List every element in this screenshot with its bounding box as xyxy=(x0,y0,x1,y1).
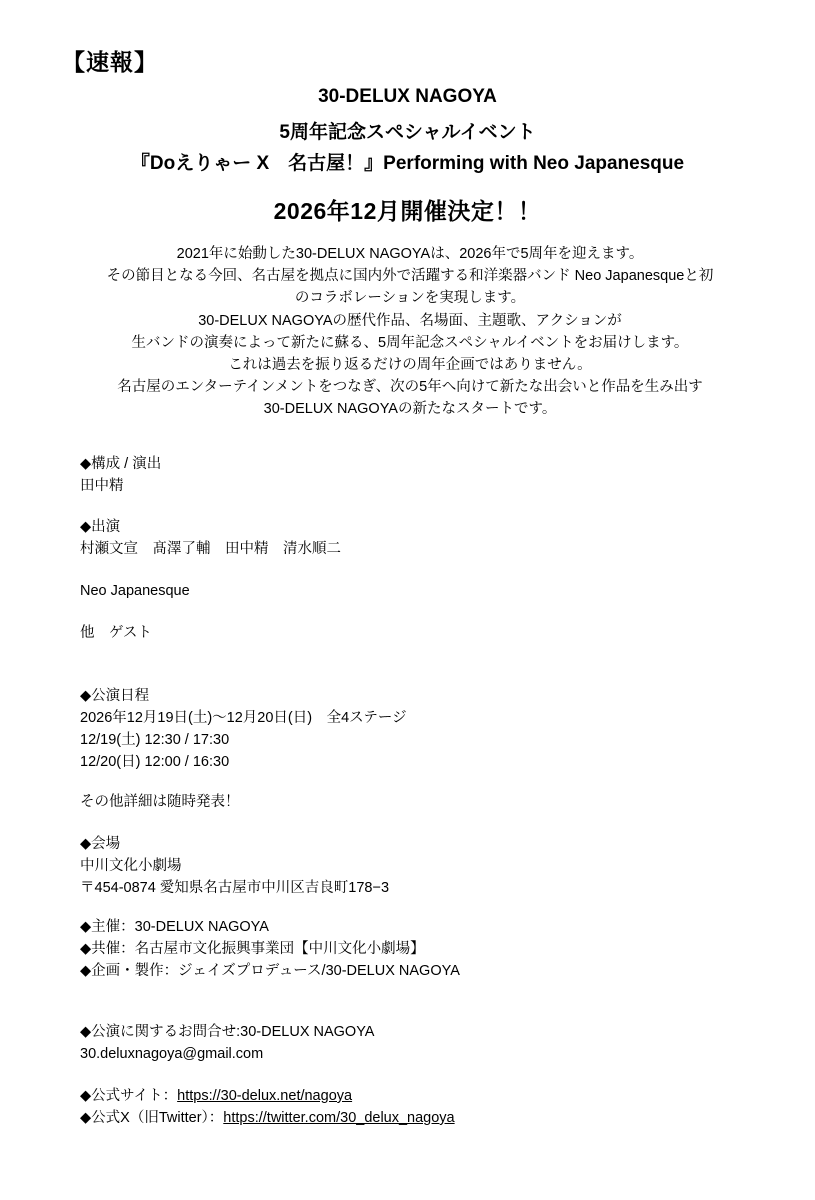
cast-others: 他 ゲスト xyxy=(80,625,152,641)
cast-heading: ◆出演 xyxy=(80,519,121,535)
co-organizer-line: ◆共催：名古屋市文化振興事業団【中川文化小劇場】 xyxy=(80,941,425,957)
venue-address: 〒454-0874 愛知県名古屋市中川区吉良町178−3 xyxy=(80,880,390,896)
official-x-link[interactable]: https://twitter.com/30_delux_nagoya xyxy=(223,1110,455,1126)
announcement-title: 2026年12月開催決定！！ xyxy=(273,198,542,224)
official-site-label: ◆公式サイト： xyxy=(80,1088,178,1104)
organizer-line: ◆主催：30-DELUX NAGOYA xyxy=(80,919,269,935)
direction-section xyxy=(80,453,161,497)
intro-line: のコラボレーションを実現します。 xyxy=(294,290,526,307)
cast-band: Neo Japanesque xyxy=(80,583,190,599)
production-line: ◆企画・製作：ジェイズプロデュース/30-DELUX NAGOYA xyxy=(80,963,460,979)
official-site-row xyxy=(80,1085,455,1107)
official-x-label: ◆公式X（旧Twitter）： xyxy=(80,1110,224,1126)
event-title: 『Doえりゃー X 名古屋！』Performing with Neo Japanesque xyxy=(130,153,685,174)
schedule-period: 2026年12月19日(土)～12月20日(日) 全4ステージ xyxy=(80,710,407,726)
intro-line: 名古屋のエンターテインメントをつなぎ、次の5年へ向けて新たな出会いと作品を生み出す xyxy=(117,379,703,396)
details-note: その他詳細は随時発表！ xyxy=(80,794,240,810)
credits-section xyxy=(80,916,460,982)
venue-name: 中川文化小劇場 xyxy=(80,858,182,874)
organization-title: 30-DELUX NAGOYA xyxy=(318,86,497,107)
director-name: 田中精 xyxy=(80,478,124,494)
contact-heading: ◆公演に関するお問合せ:30-DELUX NAGOYA xyxy=(80,1024,375,1040)
intro-line: 生バンドの演奏によって新たに蘇る、5周年記念スペシャルイベントをお届けします。 xyxy=(131,334,689,351)
intro-line: 2021年に始動した30-DELUX NAGOYAは、2026年で5周年を迎えます。 xyxy=(176,246,644,262)
flash-news-label: 【速報】 xyxy=(62,49,158,75)
cast-section xyxy=(80,516,341,560)
contact-section xyxy=(80,1021,374,1065)
venue-section xyxy=(80,833,389,899)
links-section xyxy=(80,1085,455,1129)
intro-line: 30-DELUX NAGOYAの歴代作品、名場面、主題歌、アクションが xyxy=(198,312,622,329)
intro-line: その節目となる今回、名古屋を拠点に国内外で活躍する和洋楽器バンド Neo Japanesqueと初 xyxy=(106,268,714,285)
schedule-heading: ◆公演日程 xyxy=(80,688,150,704)
direction-heading: ◆構成 / 演出 xyxy=(80,456,162,472)
cast-members: 村瀬文宣 髙澤了輔 田中精 清水順二 xyxy=(80,541,341,557)
official-x-row xyxy=(80,1107,455,1129)
official-site-link[interactable]: https://30-delux.net/nagoya xyxy=(177,1088,353,1104)
schedule-day1: 12/19(土) 12:30 / 17:30 xyxy=(80,732,230,748)
schedule-day2: 12/20(日) 12:00 / 16:30 xyxy=(80,754,230,770)
intro-line: これは過去を振り返るだけの周年企画ではありません。 xyxy=(228,357,592,374)
contact-email: 30.deluxnagoya@gmail.com xyxy=(80,1046,264,1062)
schedule-section xyxy=(80,685,407,773)
intro-paragraph xyxy=(60,243,760,421)
venue-heading: ◆会場 xyxy=(80,836,121,852)
intro-line: 30-DELUX NAGOYAの新たなスタートです。 xyxy=(263,401,557,418)
event-type-title: 5周年記念スペシャルイベント xyxy=(279,122,536,143)
